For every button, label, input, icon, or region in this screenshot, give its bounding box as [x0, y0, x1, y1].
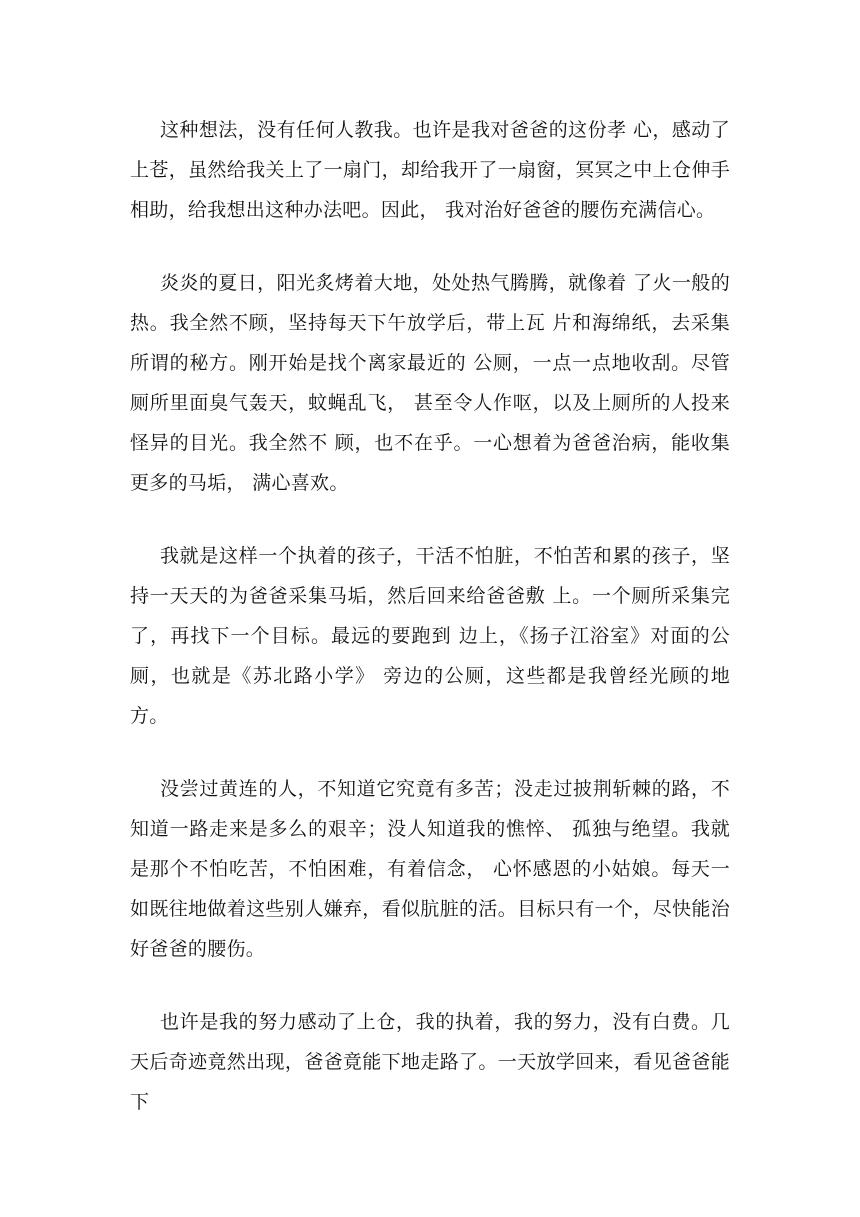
- paragraph-3: 我就是这样一个执着的孩子，干活不怕脏，不怕苦和累的孩子，坚持一天天的为爸爸采集马垢，然后回来给爸爸敷 上。一个厕所采集完了，再找下一个目标。最远的要跑到 边上，《扬子江浴室》对面的公厕，也就是《苏北路小学》 旁边的公厕，这些都是我曾经光顾的地方。: [130, 545, 730, 727]
- paragraph-2: 炎炎的夏日，阳光炙烤着大地，处处热气腾腾，就像着 了火一般的热。我全然不顾，坚持每天下午放学后，带上瓦 片和海绵纸，去采集所谓的秘方。刚开始是找个离家最近的 公厕，一点一点地收刮。尽管厕所里面臭气轰天，蚊蝇乱飞， 甚至令人作呕，以及上厕所的人投来怪异的目光。我全然不 顾，也不在乎。一心想着为爸爸治病，能收集更多的马垢， 满心喜欢。: [130, 272, 730, 494]
- paragraph-5: 也许是我的努力感动了上仓，我的执着，我的努力，没有白费。几天后奇迹竟然出现，爸爸竟能下地走路了。一天放学回来，看见爸爸能下: [130, 1011, 730, 1113]
- document-body: [130, 110, 730, 1155]
- paragraph-4: 没尝过黄连的人，不知道它究竟有多苦；没走过披荆斩棘的路，不知道一路走来是多么的艰辛；没人知道我的憔悴、 孤独与绝望。我就是那个不怕吃苦，不怕困难，有着信念， 心怀感恩的小姑娘。每天一如既往地做着这些别人嫌弃，看似肮脏的活。目标只有一个，尽快能治好爸爸的腰伤。: [130, 778, 730, 960]
- paragraph-1: 这种想法，没有任何人教我。也许是我对爸爸的这份孝 心，感动了上苍，虽然给我关上了一扇门，却给我开了一扇窗，冥冥之中上仓伸手相助，给我想出这种办法吧。因此， 我对治好爸爸的腰伤充满信心。: [130, 119, 730, 221]
